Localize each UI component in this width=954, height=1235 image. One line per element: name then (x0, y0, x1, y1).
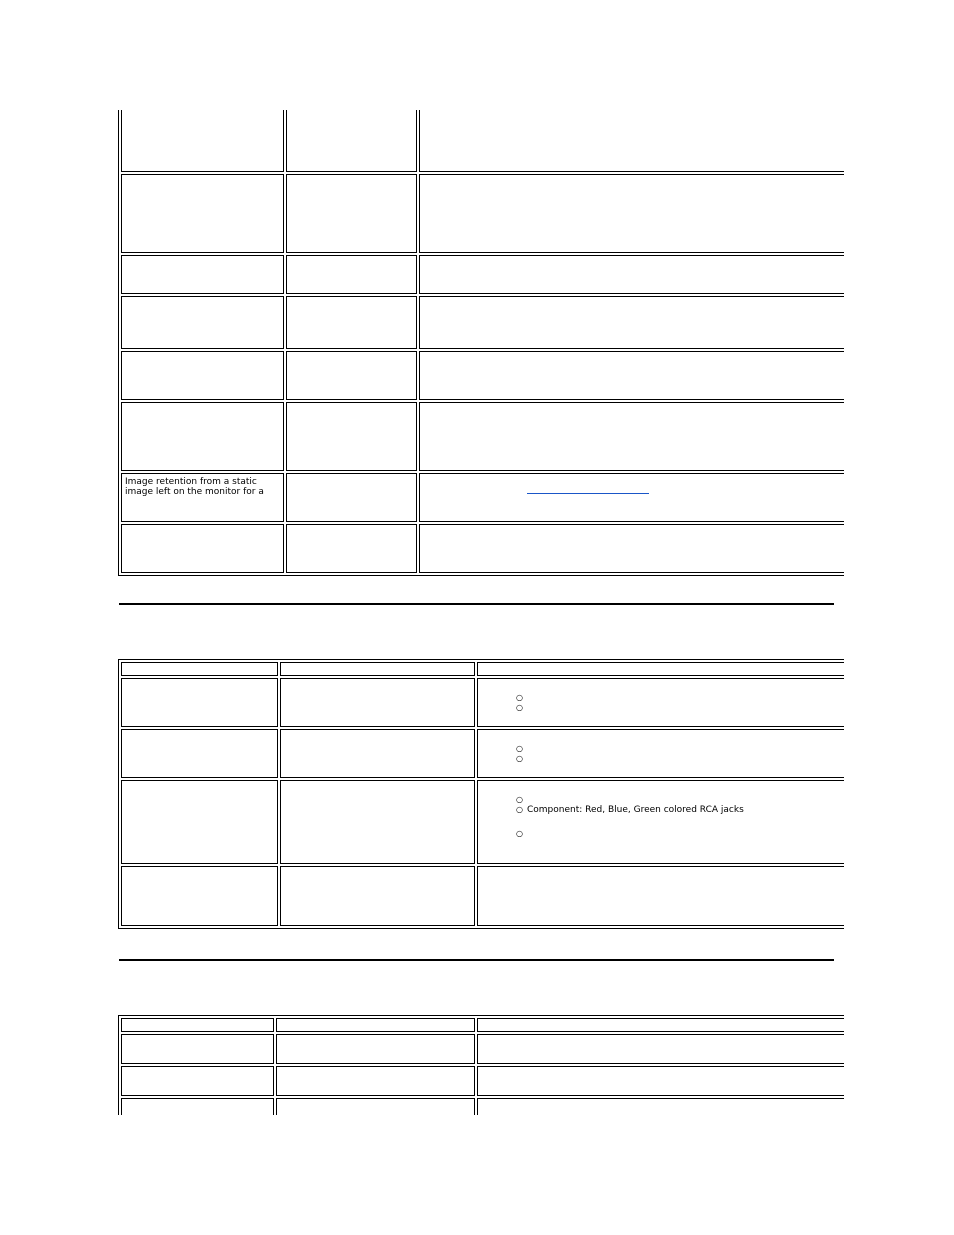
description-cell (280, 729, 475, 778)
cell (121, 1034, 274, 1064)
solution-cell (419, 473, 844, 522)
symptom-cell (121, 402, 284, 471)
hyperlink-underline[interactable] (527, 493, 649, 494)
table-row (121, 1034, 844, 1064)
description-cell (280, 866, 475, 926)
table-row (121, 729, 844, 778)
troubleshooting-table-clip (118, 110, 844, 584)
header-cell (276, 1018, 475, 1032)
solution-cell (419, 255, 844, 294)
table-row (121, 351, 844, 400)
table-row (121, 473, 844, 522)
table-row (121, 402, 844, 471)
solution-cell (419, 524, 844, 573)
list-item (527, 693, 844, 703)
description-cell (286, 351, 417, 400)
symptom-cell (121, 351, 284, 400)
list-item (527, 744, 844, 754)
solution-cell (419, 296, 844, 349)
bullet-list (481, 744, 844, 764)
connector-cell (121, 780, 278, 864)
cell (276, 1098, 475, 1115)
description-cell (280, 780, 475, 864)
description-cell (286, 174, 417, 253)
bullet-cell (477, 866, 844, 926)
description-cell (286, 402, 417, 471)
header-cell (477, 1018, 844, 1032)
troubleshooting-table (118, 110, 844, 576)
solution-cell (419, 402, 844, 471)
table-header-row (121, 1018, 844, 1032)
table-row (121, 110, 844, 172)
bullet-cell (477, 780, 844, 864)
connector-cell (121, 729, 278, 778)
bottom-table (118, 1015, 844, 1115)
symptom-cell (121, 255, 284, 294)
list-item (527, 754, 844, 764)
symptom-cell-image-retention: Image retention from a static image left on the monitor for a (121, 473, 284, 522)
table-row (121, 296, 844, 349)
section-divider (119, 959, 834, 961)
list-item (527, 829, 844, 839)
cell (477, 1034, 844, 1064)
section-divider (119, 603, 834, 605)
symptom-cell (121, 296, 284, 349)
list-item-component: ○ Component: Red, Blue, Green colored RCA jacks (527, 805, 844, 815)
cell (121, 1098, 274, 1115)
symptom-cell (121, 524, 284, 573)
header-cell (121, 662, 278, 676)
bullet-cell (477, 729, 844, 778)
cell (477, 1098, 844, 1115)
table-row (121, 780, 844, 864)
description-cell (286, 255, 417, 294)
description-cell (286, 110, 417, 172)
bullet-list (481, 693, 844, 713)
solution-cell (419, 351, 844, 400)
table-row (121, 678, 844, 727)
bottom-table-clip (118, 1015, 844, 1115)
table-header-row (121, 662, 844, 676)
cell (477, 1066, 844, 1096)
description-cell (280, 678, 475, 727)
solution-cell (419, 110, 844, 172)
connectors-table-clip (118, 659, 844, 934)
bullet-cell (477, 678, 844, 727)
description-cell (286, 296, 417, 349)
cell (121, 1066, 274, 1096)
table-row (121, 1066, 844, 1096)
connector-cell (121, 678, 278, 727)
symptom-cell (121, 110, 284, 172)
connector-cell (121, 866, 278, 926)
description-cell (286, 524, 417, 573)
solution-cell (419, 174, 844, 253)
bullet-list (481, 795, 844, 839)
header-cell (477, 662, 844, 676)
table-row (121, 255, 844, 294)
symptom-cell (121, 174, 284, 253)
table-row (121, 524, 844, 573)
cell (276, 1066, 475, 1096)
table-row (121, 866, 844, 926)
header-cell (121, 1018, 274, 1032)
list-item (527, 795, 844, 805)
header-cell (280, 662, 475, 676)
list-item (527, 703, 844, 713)
connectors-table (118, 659, 844, 929)
table-row (121, 1098, 844, 1115)
table-row (121, 174, 844, 253)
description-cell (286, 473, 417, 522)
cell (276, 1034, 475, 1064)
